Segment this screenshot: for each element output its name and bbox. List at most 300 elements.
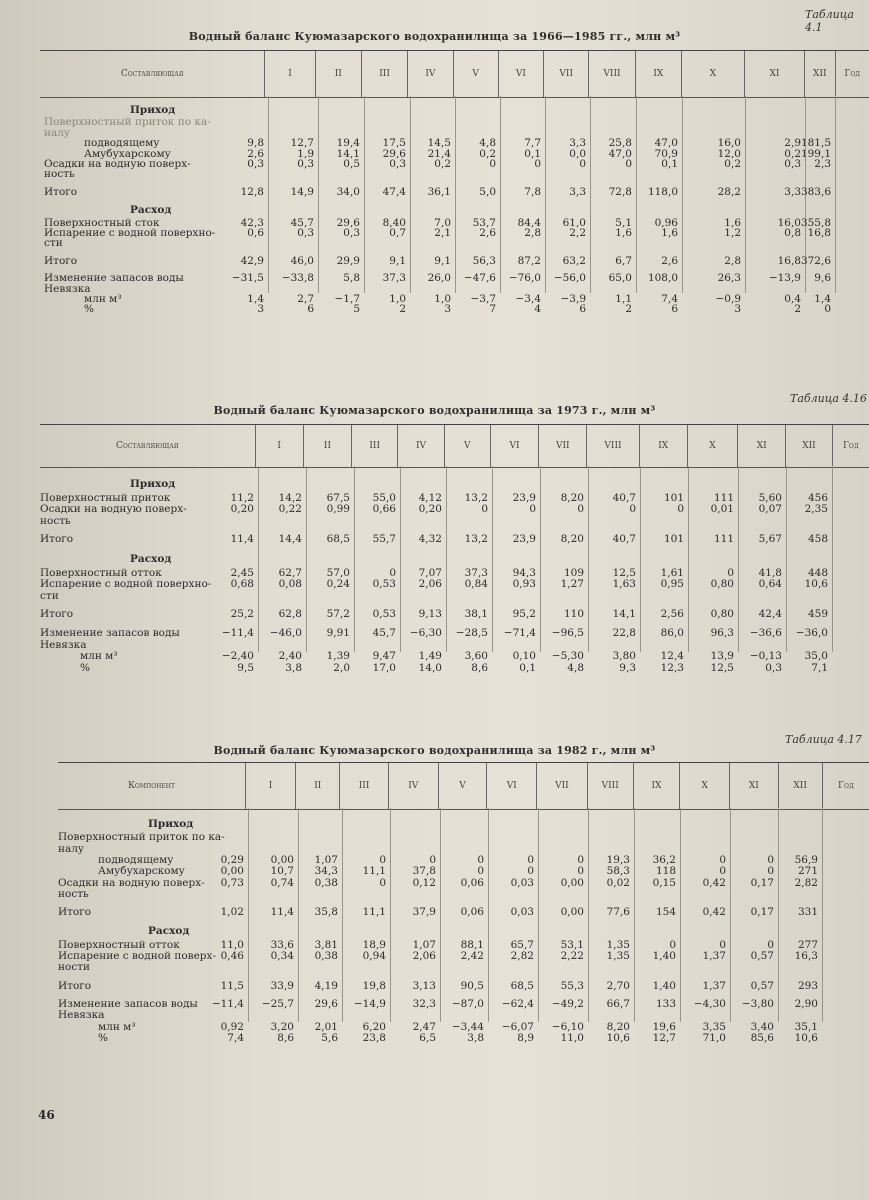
- table-label: Таблица 4.16: [790, 392, 867, 405]
- table-row: [0, 999, 869, 1010]
- cell-value: 1,9: [297, 147, 314, 160]
- cell-value: 111: [713, 533, 734, 546]
- header-col: IV: [407, 51, 452, 97]
- table-row: [0, 568, 869, 579]
- cell-value: 8,6: [471, 661, 488, 674]
- cell-value: −36,0: [795, 627, 828, 639]
- cell-value: 12,8: [240, 185, 264, 198]
- cell-value: 5,67: [758, 533, 782, 546]
- cell-value: 0: [379, 876, 386, 889]
- cell-value: 9,91: [326, 627, 350, 639]
- header-col: XI: [744, 51, 804, 97]
- table-row: [0, 889, 869, 900]
- cell-value: 2,82: [794, 876, 818, 889]
- cell-value: 68,5: [326, 533, 350, 546]
- row-label: Невязка: [44, 282, 91, 295]
- cell-value: 459: [807, 608, 828, 621]
- cell-value: −3,9: [560, 293, 586, 305]
- table-row: [0, 117, 869, 128]
- cell-value: 84,4: [517, 216, 541, 229]
- cell-value: 0,42: [702, 876, 726, 889]
- cell-value: 0: [477, 853, 484, 866]
- row-label: %: [80, 661, 90, 674]
- header-col: VI: [490, 425, 538, 467]
- cell-value: 9,1: [434, 254, 451, 267]
- cell-value: 17,5: [382, 137, 406, 150]
- cell-value: 293: [797, 979, 818, 992]
- cell-value: 0,06: [460, 906, 484, 919]
- cell-value: 0,12: [412, 876, 436, 889]
- cell-value: 0,46: [220, 950, 244, 962]
- cell-value: 0: [534, 158, 541, 170]
- cell-value: 7,7: [524, 137, 541, 150]
- cell-value: 12,4: [660, 650, 684, 663]
- table-row: [0, 534, 869, 545]
- cell-value: 0,94: [362, 950, 386, 962]
- header-col: VII: [543, 51, 588, 97]
- cell-value: 32,3: [412, 997, 436, 1010]
- cell-value: 0: [389, 566, 396, 579]
- cell-value: 5: [353, 303, 360, 316]
- cell-value: −3,44: [451, 1020, 484, 1033]
- cell-value: 3,35: [702, 1020, 726, 1033]
- cell-value: 8,40: [382, 216, 406, 229]
- cell-value: 1,37: [702, 950, 726, 962]
- cell-value: 0,99: [326, 503, 350, 516]
- cell-value: 29,6: [336, 216, 360, 229]
- cell-value: 1,07: [314, 853, 338, 866]
- cell-value: 26,0: [427, 272, 451, 285]
- cell-value: 331: [797, 906, 818, 919]
- cell-value: 3,3: [569, 137, 586, 150]
- cell-value: 19,6: [652, 1020, 676, 1033]
- cell-value: 19,4: [336, 137, 360, 150]
- row-label: ность: [40, 514, 71, 527]
- row-label: Испарение с водной поверхно-: [44, 227, 216, 239]
- cell-value: 10,6: [794, 1031, 818, 1044]
- cell-value: 109: [563, 566, 584, 579]
- cell-value: 13,2: [464, 533, 488, 546]
- cell-value: −11,4: [211, 997, 244, 1010]
- cell-value: 35,0: [804, 650, 828, 663]
- cell-value: 0,34: [270, 950, 294, 962]
- header-col: II: [303, 425, 351, 467]
- cell-value: 12,0: [717, 147, 741, 160]
- cell-value: 29,6: [382, 147, 406, 160]
- cell-value: 2,47: [412, 1020, 436, 1033]
- cell-value: 0: [767, 853, 774, 866]
- cell-value: 0,3: [765, 661, 782, 674]
- cell-value: −33,8: [281, 272, 314, 285]
- cell-value: 16,8: [777, 254, 801, 267]
- cell-value: 36,2: [652, 853, 676, 866]
- cell-value: 0,0: [569, 147, 586, 160]
- cell-value: 2,06: [418, 578, 442, 591]
- cell-value: 10,6: [606, 1031, 630, 1044]
- row-label: млн м³: [80, 650, 118, 663]
- cell-value: 9,47: [372, 650, 396, 663]
- cell-value: 0: [577, 503, 584, 516]
- cell-value: 3,80: [612, 650, 636, 663]
- row-label: Осадки на водную поверх-: [44, 158, 191, 170]
- cell-value: 62,7: [278, 566, 302, 579]
- header-col: IX: [639, 425, 687, 467]
- section-heading: Расход: [130, 204, 172, 217]
- cell-value: 55,0: [372, 491, 396, 504]
- cell-value: 448: [807, 566, 828, 579]
- cell-value: 12,5: [612, 566, 636, 579]
- cell-value: 4,32: [418, 533, 442, 546]
- cell-value: 19,8: [362, 979, 386, 992]
- cell-value: 0,74: [270, 876, 294, 889]
- cell-value: 0,17: [750, 876, 774, 889]
- cell-value: 2,6: [479, 227, 496, 239]
- cell-value: 10,7: [270, 865, 294, 878]
- header-col: IV: [397, 425, 443, 467]
- cell-value: 42,9: [240, 254, 264, 267]
- cell-value: 0,3: [247, 158, 264, 170]
- cell-value: 0,03: [510, 876, 534, 889]
- row-label: подводящему: [98, 853, 174, 866]
- header-col: X: [679, 763, 729, 809]
- cell-value: 62,8: [278, 608, 302, 621]
- table-row: [0, 651, 869, 662]
- cell-value: 37,8: [412, 865, 436, 878]
- cell-value: 0,53: [372, 608, 396, 621]
- row-label: млн м³: [84, 293, 122, 305]
- table-row: [0, 1010, 869, 1021]
- cell-value: 0,3: [343, 227, 360, 239]
- header-component: Компонент: [127, 781, 175, 791]
- cell-value: 0,3: [297, 158, 314, 170]
- cell-value: −46,0: [269, 627, 302, 639]
- cell-value: 2,6: [247, 147, 264, 160]
- cell-value: 0,95: [660, 578, 684, 591]
- cell-value: 2,8: [524, 227, 541, 239]
- cell-value: 0: [629, 503, 636, 516]
- cell-value: 3: [257, 303, 264, 316]
- cell-value: 0,3: [784, 158, 801, 170]
- cell-value: 9,6: [814, 272, 831, 285]
- cell-value: 101: [663, 533, 684, 546]
- cell-value: 12,3: [660, 661, 684, 674]
- cell-value: −25,7: [261, 997, 294, 1010]
- cell-value: 7,1: [811, 661, 828, 674]
- cell-value: 2,35: [804, 503, 828, 516]
- header-col: VII: [538, 425, 586, 467]
- cell-value: 53,1: [560, 938, 584, 951]
- cell-value: 1,6: [724, 216, 741, 229]
- cell-value: 5,1: [615, 216, 632, 229]
- row-label: Итого: [40, 608, 74, 621]
- cell-value: 0,7: [389, 227, 406, 239]
- cell-value: 6: [671, 303, 678, 316]
- header-col: Год: [822, 763, 869, 809]
- cell-value: 0,03: [510, 906, 534, 919]
- table-row: [0, 907, 869, 918]
- table-row: [0, 493, 869, 504]
- cell-value: 0,38: [314, 950, 338, 962]
- row-label: Итого: [58, 979, 92, 992]
- cell-value: 5,8: [343, 272, 360, 285]
- cell-value: 55,7: [372, 533, 396, 546]
- cell-value: 458: [807, 533, 828, 546]
- cell-value: 6,20: [362, 1020, 386, 1033]
- cell-value: 13,2: [464, 491, 488, 504]
- cell-value: 85,6: [750, 1031, 774, 1044]
- cell-value: 0,68: [230, 578, 254, 591]
- cell-value: 0,07: [758, 503, 782, 516]
- cell-value: 2,42: [460, 950, 484, 962]
- cell-value: 41,8: [758, 566, 782, 579]
- cell-value: 29,9: [336, 254, 360, 267]
- cell-value: 63,2: [562, 254, 586, 267]
- header-col: VII: [536, 763, 586, 809]
- cell-value: 1,1: [615, 293, 632, 305]
- cell-value: −3,80: [741, 997, 774, 1010]
- cell-value: 56,9: [794, 853, 818, 866]
- cell-value: 8,20: [560, 533, 584, 546]
- section-heading: Расход: [148, 925, 190, 938]
- cell-value: 16,0: [717, 137, 741, 150]
- cell-value: 0: [625, 158, 632, 170]
- cell-value: 1,40: [652, 979, 676, 992]
- cell-value: 95,2: [512, 608, 536, 621]
- cell-value: 47,0: [654, 137, 678, 150]
- header-col: XII: [778, 763, 822, 809]
- cell-value: 1,02: [220, 906, 244, 919]
- cell-value: 58,3: [606, 865, 630, 878]
- cell-value: 0,22: [278, 503, 302, 516]
- cell-value: 4,19: [314, 979, 338, 992]
- table-row: [0, 962, 869, 973]
- row-label: Итого: [58, 906, 92, 919]
- cell-value: 2,45: [230, 566, 254, 579]
- cell-value: 22,8: [612, 627, 636, 639]
- cell-value: 0: [767, 865, 774, 878]
- cell-value: 67,5: [326, 491, 350, 504]
- cell-value: 0,93: [512, 578, 536, 591]
- cell-value: −14,9: [353, 997, 386, 1010]
- header-col: III: [361, 51, 407, 97]
- cell-value: 0: [719, 865, 726, 878]
- cell-value: 0,38: [314, 876, 338, 889]
- header-col: I: [264, 51, 314, 97]
- cell-value: 118,0: [647, 185, 678, 198]
- cell-value: −49,2: [551, 997, 584, 1010]
- cell-value: 8,6: [277, 1031, 294, 1044]
- cell-value: 57,0: [326, 566, 350, 579]
- cell-value: 0: [677, 503, 684, 516]
- table-row: [0, 579, 869, 590]
- cell-value: 65,7: [510, 938, 534, 951]
- table-header: [58, 762, 869, 810]
- page-number: 46: [38, 1108, 55, 1122]
- cell-value: 0,2: [724, 158, 741, 170]
- section-heading: Приход: [130, 478, 176, 490]
- cell-value: 0,4: [784, 293, 801, 305]
- table-row: [0, 238, 869, 249]
- header-col: IV: [388, 763, 438, 809]
- cell-value: 1,61: [660, 566, 684, 579]
- table-row: [0, 832, 869, 843]
- row-label: ность: [44, 168, 75, 181]
- cell-value: 6: [579, 303, 586, 316]
- cell-value: 0,00: [560, 906, 584, 919]
- cell-value: 42,4: [758, 608, 782, 621]
- cell-value: 4,8: [479, 137, 496, 150]
- cell-value: 0,3: [389, 158, 406, 170]
- header-col: VI: [486, 763, 536, 809]
- cell-value: 9,13: [418, 608, 442, 621]
- cell-value: 33,9: [270, 979, 294, 992]
- cell-value: 1,4: [247, 293, 264, 305]
- cell-value: 71,0: [702, 1031, 726, 1044]
- cell-value: 7: [489, 303, 496, 316]
- cell-value: 29,6: [314, 997, 338, 1010]
- cell-value: 2,82: [510, 950, 534, 962]
- cell-value: 5,0: [479, 185, 496, 198]
- cell-value: 14,5: [427, 137, 451, 150]
- cell-value: 9,1: [389, 254, 406, 267]
- cell-value: −71,4: [503, 627, 536, 639]
- header-col: II: [315, 51, 361, 97]
- cell-value: 1,40: [652, 950, 676, 962]
- row-label: ность: [58, 887, 89, 900]
- cell-value: 0,57: [750, 950, 774, 962]
- cell-value: 2: [794, 303, 801, 316]
- cell-value: −6,30: [409, 627, 442, 639]
- cell-value: 7,0: [434, 216, 451, 229]
- cell-value: 77,6: [606, 906, 630, 919]
- cell-value: −76,0: [508, 272, 541, 285]
- cell-value: 11,4: [270, 906, 294, 919]
- cell-value: 0,2: [434, 158, 451, 170]
- cell-value: 45,7: [372, 627, 396, 639]
- header-component: Составляющая: [120, 69, 184, 79]
- cell-value: 0: [727, 566, 734, 579]
- cell-value: 7,4: [227, 1031, 244, 1044]
- cell-value: 4: [534, 303, 541, 316]
- cell-value: 0,42: [702, 906, 726, 919]
- cell-value: 133: [655, 997, 676, 1010]
- row-label: Испарение с водной поверхно-: [40, 578, 212, 591]
- cell-value: 2,6: [661, 254, 678, 267]
- cell-value: 3,20: [270, 1020, 294, 1033]
- cell-value: 28,2: [717, 185, 741, 198]
- cell-value: 0,80: [710, 608, 734, 621]
- cell-value: 0,10: [512, 650, 536, 663]
- cell-value: −56,0: [553, 272, 586, 285]
- cell-value: 3,8: [467, 1031, 484, 1044]
- header-col: I: [245, 763, 295, 809]
- section-heading: Расход: [130, 553, 172, 565]
- table-row: [0, 628, 869, 639]
- row-label: налу: [58, 842, 85, 855]
- cell-value: 1,27: [560, 578, 584, 591]
- row-label: Итого: [40, 533, 74, 546]
- cell-value: 0,73: [220, 876, 244, 889]
- cell-value: 70,9: [654, 147, 678, 160]
- cell-value: 66,7: [606, 997, 630, 1010]
- cell-value: 108,0: [647, 272, 678, 285]
- row-label: Изменение запасов воды: [58, 997, 198, 1010]
- row-label: Амубухарскому: [98, 865, 185, 878]
- cell-value: 0,1: [524, 147, 541, 160]
- cell-value: 40,7: [612, 533, 636, 546]
- cell-value: 96,3: [710, 627, 734, 639]
- cell-value: 3,3: [569, 185, 586, 198]
- cell-value: 40,7: [612, 491, 636, 504]
- cell-value: 9,3: [619, 661, 636, 674]
- cell-value: 0,64: [758, 578, 782, 591]
- row-label: Поверхностный отток: [58, 938, 180, 951]
- cell-value: 0,02: [606, 876, 630, 889]
- cell-value: 101: [663, 491, 684, 504]
- cell-value: 16,8: [807, 227, 831, 239]
- table-row: [0, 187, 869, 198]
- cell-value: 37,9: [412, 906, 436, 919]
- cell-value: 57,2: [326, 608, 350, 621]
- row-label: Поверхностный отток: [40, 566, 162, 579]
- cell-value: 16,0: [777, 216, 801, 229]
- cell-value: 7,4: [661, 293, 678, 305]
- cell-value: 88,1: [460, 938, 484, 951]
- row-label: Изменение запасов воды: [44, 272, 184, 285]
- header-col: X: [681, 51, 744, 97]
- row-label: подводящему: [84, 137, 160, 150]
- section-heading: Приход: [148, 818, 194, 830]
- cell-value: 0,8: [784, 227, 801, 239]
- cell-value: 0,96: [654, 216, 678, 229]
- cell-value: 1,07: [412, 938, 436, 951]
- cell-value: 12,7: [290, 137, 314, 150]
- cell-value: 11,5: [220, 979, 244, 992]
- cell-value: −1,7: [334, 293, 360, 305]
- cell-value: −3,7: [470, 293, 496, 305]
- header-col: V: [438, 763, 486, 809]
- cell-value: 90,5: [460, 979, 484, 992]
- cell-value: 0: [579, 158, 586, 170]
- table-row: [0, 504, 869, 515]
- cell-value: 11,1: [362, 865, 386, 878]
- header-col: Год: [832, 425, 869, 467]
- cell-value: 6,7: [615, 254, 632, 267]
- table-label: Таблица 4.1: [805, 8, 854, 34]
- cell-value: 47,4: [382, 185, 406, 198]
- cell-value: 0,1: [519, 661, 536, 674]
- row-label: сти: [44, 237, 63, 250]
- cell-value: 2,22: [560, 950, 584, 962]
- cell-value: 0,53: [372, 578, 396, 591]
- cell-value: 8,9: [517, 1031, 534, 1044]
- cell-value: 0,84: [464, 578, 488, 591]
- header-col: V: [453, 51, 498, 97]
- cell-value: 3: [444, 303, 451, 316]
- row-label: Поверхностный приток по ка-: [58, 831, 225, 844]
- row-label: Невязка: [58, 1009, 105, 1022]
- cell-value: −6,10: [551, 1020, 584, 1033]
- cell-value: 10,6: [804, 578, 828, 591]
- cell-value: 0: [477, 865, 484, 878]
- cell-value: 1,2: [724, 227, 741, 239]
- cell-value: 1,49: [418, 650, 442, 663]
- table-row: [0, 951, 869, 962]
- header-col: XII: [804, 51, 835, 97]
- header-col: VI: [498, 51, 543, 97]
- header-col: VIII: [588, 51, 634, 97]
- cell-value: 1,4: [814, 293, 831, 305]
